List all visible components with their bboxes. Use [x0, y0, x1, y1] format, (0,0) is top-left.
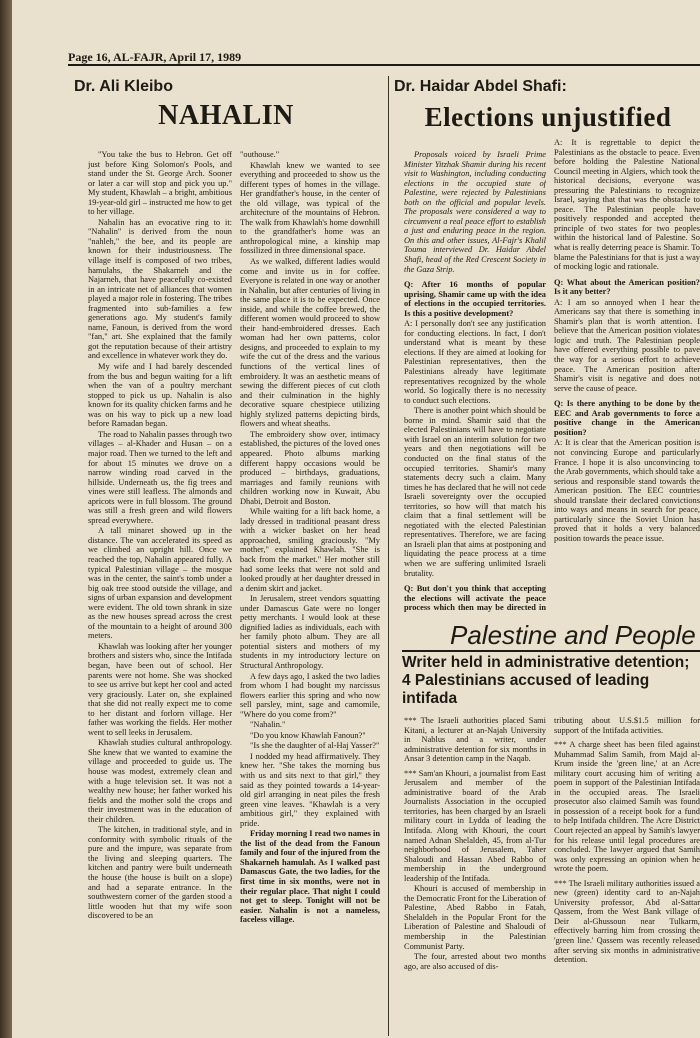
palestine-column-2	[554, 716, 700, 1034]
nahalin-paragraph: "Nahalin."	[250, 720, 286, 730]
nahalin-paragraph: I nodded my head affirmatively. They knew her. "She takes the morning bus with us and sits next to that girl," they said as they pointed towards a 14-year-old girl arranging in neat piles the fresh green vine leaves. "Khawlah is a very ambitious girl," they explained with pride.	[240, 751, 380, 828]
answer-2: A: It is regrettable to depict the Palestinians as the obstacle to peace. Even before holding the Palestine National Council meeting in Algiers, which took the historical decisions, everyone was pressuring the Palestinians to recognize Israel, saying that that was the obstacle to peace. The Palestinian people have positively responded and accepted the principle of two states for two peoples within the historical land of Palestine. So what is really deterring peace is Shamir. To blame the Palestinians for that is just a way of mocking logic and rationale.	[554, 138, 700, 272]
nahalin-headline: NAHALIN	[158, 100, 294, 131]
column-divider	[388, 76, 389, 1036]
elections-intro: Proposals voiced by Israeli Prime Minister Yitzhak Shamir during his recent visit to Washington, including conducting elections in the occupied state of Palestine, were rejected by Palestinians both on the official and popular levels. The proposals were considered a way to circumvent a real peace effort to establish a just and enduring peace in the region. On this and other issues, Al-Fajr's Khalil Touma interviewed Dr. Haidar Abdel Shafi, head of the Red Crescent Society in the Gaza Strip.	[404, 150, 546, 274]
nahalin-paragraph: While waiting for a lift back home, a lady dressed in traditional peasant dress with a wicker basket on her head approached, smiling graciously. "My mother," explained Khawlah. "She is back from the market." Her mother still had some leeks that were not sold and looked proudly at her daughter dressed in a denim skirt and jacket.	[240, 507, 380, 593]
nahalin-paragraph: In Jerusalem, street vendors squatting under Damascus Gate were no longer petty merchants. I would look at these dignified ladies as individuals, each with her family photo album. They are all potential sisters and mothers of my students in my introductory lecture on Structural Anthropology.	[240, 594, 380, 670]
elections-author: Dr. Haidar Abdel Shafi:	[394, 78, 567, 95]
nahalin-paragraph: The embroidery show over, intimacy established, the pictures of the loved ones appeared. Photo albums marking different happy occasions would be produced – birthdays, graduations, marriages and family reunions with children working now in Kuwait, Abu Dhabi, Detroit and Boston.	[240, 429, 380, 506]
news-item: *** The Israeli authorities placed Sami Kitani, a lecturer at an-Najah University in Nablus and a writer, under administrative detention for six months in Ansar 3 detention camp in the Naqab.	[404, 716, 546, 764]
nahalin-paragraph: My wife and I had barely descended from the bus and begun waiting for a lift when the van of a poultry merchant stopped to pick us up. Nahalin is also known for its quality chicken farms and he was on his way to pick up a new load before Ramadan began.	[88, 362, 232, 429]
question-2: Q: But don't you think that accepting the elections will activate the peace process which then may be directed in	[404, 584, 546, 612]
news-item: tributing about U.S.$1.5 million for support of the Intifada activities.	[554, 716, 700, 735]
news-item: *** A charge sheet has been filed against Muhammad Salim Samih, from Majd al-Krum inside the 'green line,' at an Acre military court accusing him of writing a poem in support of the Palestinian Intifada in the occupied areas. The Israeli prosecutor also claimed Samih was found in possession of a receipt book for a fund to help Intifada children. The Acre District Court rejected an appeal by Samih's lawyer for his release until legal procedures are concluded. The lawyer argued that Samih was only expressing an opinion when he wrote the poem.	[554, 740, 700, 874]
nahalin-paragraph: Khawlah studies cultural anthropology. She knew that we wanted to examine the village and proceeded to guide us. The house was modest, extremely clean and with a huge television set. It was not a wealthy new house; her father worked his fields and the mother sold the crops and their investment was in the education of their children.	[88, 738, 232, 824]
nahalin-paragraph: "outhouse."	[240, 150, 280, 159]
nahalin-paragraph: "You take the bus to Hebron. Get off just before King Solomon's Pools, and stand under the St. George Arch. Sooner or later a car will stop and pick you up." My student, Khawlah – a bright, ambitious 19-year-old girl – instructed me how to get to her village.	[88, 150, 232, 217]
nahalin-paragraph: Khawlah was looking after her younger brothers and sisters who, since the Intifada began, have been out of school. Her parents were not home. She was shocked to see us arrive but kept her cool and acted very graciously. Later on, she explained that she did not really expect me to come to her distant and forlorn village. Her father was working the fields. Her mother went to sell leeks in Jerusalem.	[88, 641, 232, 737]
question-4: Q: Is there anything to be done by the EEC and Arab governments to force a positive change in the American position?	[554, 399, 700, 437]
section-rule	[402, 650, 700, 652]
page-folio: Page 16, AL-FAJR, April 17, 1989	[68, 50, 242, 64]
nahalin-paragraph: "Do you know Khawlah Fanoun?"	[250, 730, 366, 740]
news-item: *** Sam'an Khouri, a journalist from East Jerusalem and member of the administrative board of the Arab Journalists Association in the occupied territories, has been charged by an Israeli military court in Lydda of leading the Intifada. Along with Khouri, the court named Adnan Shelaldeh, 45, from al-Tur neighborhood of Jerusalem, Taher Shaloudi and Hassan Abed Rabbo of membership in the underground leadership of the Intifada.	[404, 768, 546, 883]
palestine-column-1	[404, 716, 546, 1034]
nahalin-paragraph: A few days ago, I asked the two ladies from whom I had bought my narcissus flowers earlier this spring and who now sell parsley, mint, sage and camomile, "Where do you come from?"	[240, 671, 380, 719]
section-title: Palestine and People	[450, 620, 696, 650]
answer-1-continued: There is another point which should be borne in mind. Shamir said that the elected Palestinians will have to negotiate with Israel on an interim solution for two years and then negotiations will be conducted on the final status of the occupied territories. Shamir's many statements decry such a claim. Many times he has declared that he will not cede Israeli sovereignty over the occupied territories, so how will that match his claim that a final settlement will be negotiated with the elected Palestinian representatives. Therefore, we are facing an Israeli plan that aims at postponing and liquidating the peace process at a time when we are suffering unlimited Israeli brutality.	[404, 406, 546, 578]
news-item: The four, arrested about two months ago, are also accused of dis-	[404, 952, 546, 971]
nahalin-paragraph: Khawlah knew we wanted to see everything and proceeded to show us the different types of homes in the village. Her grandfather's house, in the center of the old village, was typical of the architecture of the mountains of Hebron. The walk from Khawlah's home downhill to the grandfather's home was an anthropological mine, a kinship map fossilized in three dimensional space.	[240, 160, 380, 256]
elections-column-2	[554, 138, 700, 616]
answer-3: A: I am so annoyed when I hear the Americans say that there is something in Shamir's plan that is worth attention. I believe that the American position violates logic and truth. The Palestinian people have offered everything possible to pave the way for a serious effort to achieve peace. The American position after Shamir's visit is negative and does not serve the cause of peace.	[554, 297, 700, 393]
news-item: Khouri is accused of membership in the Democratic Front for the Liberation of Palestine, Abed Rabbo in Fatah, Shelaldeh in the Popular Front for the Liberation of Palestine and Shaloudi of membership in the Palestinian Communist Party.	[404, 884, 546, 951]
nahalin-column-2	[240, 150, 380, 1035]
news-item: *** The Israeli military authorities issued a new (green) identity card to an-Najah University professor, Abd al-Sattar Qassem, from the West Bank village of Deir al-Ghussoun near Tulkarm, effectively barring him from crossing the 'green line.' Qassem was recently released after serving six months in administrative detention.	[554, 878, 700, 965]
nahalin-paragraph: "Is she the daughter of al-Haj Yasser?"	[250, 741, 380, 751]
news-headline-2: 4 Palestinians accused of leading intifada	[402, 672, 650, 707]
answer-1: A: I personally don't see any justification for conducting elections. In fact, I don't understand what is meant by these elections. If they are aimed at looking for Palestinian representatives, then the Palestinians already have legitimate representatives recognized by the whole world. So logically there is no necessity to conduct such elections.	[404, 319, 546, 405]
binding-spine	[0, 0, 12, 1038]
news-headline-1: Writer held in administrative detention;	[402, 654, 690, 671]
newspaper-page	[12, 0, 700, 1038]
question-1: Q: After 16 months of popular uprising, Shamir came up with the idea of elections in the occupied territories. Is this a positive development?	[404, 280, 546, 318]
elections-column-1	[404, 150, 546, 612]
nahalin-paragraph: A tall minaret showed up in the distance. The van accelerated its speed as we climbed an upright hill. Once we reached the top, Nahalin appeared fully. A typical Palestinian village – the mosque was in the center, the saint's tomb under a big oak tree stood outside the village, and signs of urban expansion and development were evident. The old town shrank in size as the new houses spread across the crest of the mountain to a height of around 300 meters.	[88, 526, 232, 641]
nahalin-paragraph: Friday morning I read two names in the list of the dead from the Fanoun family and four of the injured from the Shakarneh hamulah. As I walked past Damascus Gate, the two ladies, for the first time in six months, were not in their regular place. That night I could not get to sleep. Tonight will not be easier. Nahalin is not a nameless, faceless village.	[240, 829, 380, 925]
question-3: Q: What about the American position? Is it any better?	[554, 277, 700, 297]
nahalin-author: Dr. Ali Kleibo	[74, 78, 173, 95]
nahalin-paragraph: The kitchen, in traditional style, and in conformity with symbolic rituals of the pure and the impure, was separate from the living and sleeping quarters. The kitchen and pantry were built underneath the house (the house is built on a slope) and had a separate entrance. In the southwestern corner of the garden stood a little wooden hut that my wife soon discovered to be an	[88, 825, 232, 921]
elections-headline: Elections unjustified	[424, 102, 672, 132]
top-rule	[68, 64, 700, 66]
answer-4: A: It is clear that the American position is not convincing Europe and particularly France. I hope it is also unconvincing to the Arab governments, which should take a serious and responsible stand towards the American position. The EEC countries should translate their declared convictions into ways and means in search for peace, particularly since the Soviet Union has proved that it holds a very balanced position towards the peace issue.	[554, 438, 700, 543]
nahalin-paragraph: Nahalin has an evocative ring to it: "Nahalin" is derived from the noun "nahleh," the bee, and its people are known for their industriousness. The village itself is composed of two tribes, hamulahs, the Shakarneh and the Najarneh, that have peacefully co-existed in an intricate net of alliances that women played a major role in fostering. The tribes fragmented into sub-families a few generations ago. My student's family name, Fanoun, is derived from the word "fan," art. She explained that the family got the reputation because of their artistry and excellence in whatever work they do.	[88, 217, 232, 361]
nahalin-column-1	[88, 150, 232, 1035]
nahalin-paragraph: As we walked, different ladies would come and invite us in for coffee. Everyone is related in one way or another in Nahalin, but after centuries of living in the same place it is to be expected. Once inside, and while the coffee brewed, the different women would proceed to show their hand-embroidered dresses. Each woman had her own patterns, color designs, and proceeded to explain to my wife the cut of the dress and the various functions of the vertical lines of embroidery. It was an aesthetic means of sewing the different pieces of cut cloth and their culmination in the highly decorative square chestpiece utilizing highly stylized patterns depicting birds, flowers and wheat sheaths.	[240, 257, 380, 429]
nahalin-paragraph: The road to Nahalin passes through two villages – al-Khader and Husan – on a major road. Then we turned to the left and for about 15 minutes we drove on a narrow winding road carved in the hillside. Underneath us, the fig trees and vines were still leafless. The almonds and apricots were in full blossom. The ground was still a fresh green and wild flowers spread everywhere.	[88, 429, 232, 525]
